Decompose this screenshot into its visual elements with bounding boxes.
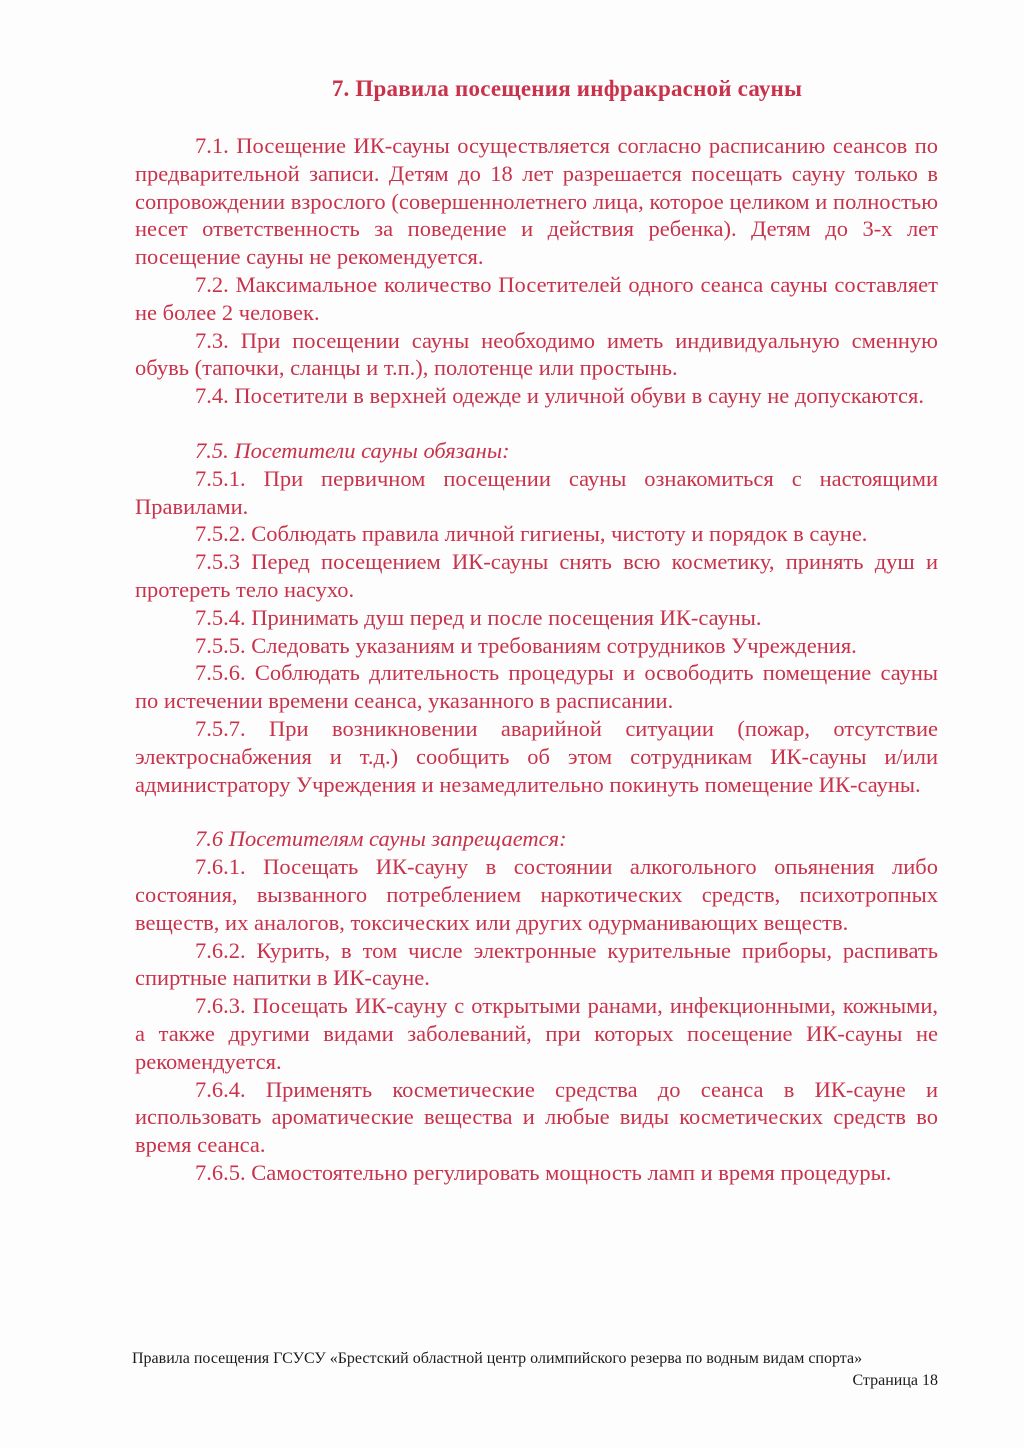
section-title: 7. Правила посещения инфракрасной сауны (331, 76, 803, 101)
footer-page-number: Страница 18 (852, 1372, 938, 1389)
paragraph-7-4: 7.4. Посетители в верхней одежде и уличной обуви в сауну не допускаются. (195, 383, 924, 409)
paragraph-7-5-5: 7.5.5. Следовать указаниям и требованиям сотрудников Учреждения. (195, 632, 857, 658)
paragraph-7-6-5: 7.6.5. Самостоятельно регулировать мощность ламп и время процедуры. (195, 1159, 892, 1185)
paragraph-7-6-2: 7.6.2. Курить, в том числе электронные курительные приборы, распивать спиртные напитки в ИК-сауне. (135, 937, 938, 991)
paragraph-7-5-6: 7.5.6. Соблюдать длительность процедуры и освободить помещение сауны по истечении времени сеанса, указанного в расписании. (135, 660, 938, 714)
paragraph-7-5-3: 7.5.3 Перед посещением ИК-сауны снять всю косметику, принять душ и протереть тело насухо. (135, 549, 938, 602)
spacer (135, 798, 938, 825)
footer-document-title: Правила посещения ГСУСУ «Брестский областной центр олимпийского резерва по водным видам спорта» (132, 1350, 863, 1367)
paragraph-7-6-1: 7.6.1. Посещать ИК-сауну в состоянии алкогольного опьянения либо состояния, вызванного потреблением наркотических средств, психотропных веществ, их аналогов, токсических или других одурманивающих веществ. (135, 854, 938, 935)
paragraph-7-5-4: 7.5.4. Принимать душ перед и после посещения ИК-сауны. (195, 604, 762, 630)
paragraph-7-2: 7.2. Максимальное количество Посетителей одного сеанса сауны составляет не более 2 человек. (135, 271, 938, 325)
paragraph-7-6-3: 7.6.3. Посещать ИК-сауну с открытыми ранами, инфекционными, кожными, а также другими видами заболеваний, при которых посещение ИК-сауны не рекомендуется. (135, 993, 938, 1074)
section-body (135, 132, 938, 1187)
paragraph-7-3: 7.3. При посещении сауны необходимо иметь индивидуальную сменную обувь (тапочки, сланцы и т.п.), полотенце или простынь. (135, 327, 938, 381)
paragraph-7-5-7: 7.5.7. При возникновении аварийной ситуации (пожар, отсутствие электроснабжения и т.д.) сообщить об этом сотрудникам ИК-сауны и/или администратору Учреждения и незамедлительно покинуть помещение ИК-сауны. (135, 715, 938, 797)
subheading-7-5: 7.5. Посетители сауны обязаны: (195, 437, 510, 463)
subheading-7-6: 7.6 Посетителям сауны запрещается: (195, 826, 567, 852)
spacer (135, 410, 938, 437)
paragraph-7-1: 7.1. Посещение ИК-сауны осуществляется согласно расписанию сеансов по предварительной записи. Детям до 18 лет разрешается посещать сауну только в сопровождении взрослого (совершеннолетнего лица, которое целиком и полностью несет ответственность за поведение и действия ребенка). Детям до 3-х лет посещение сауны не рекомендуется. (135, 133, 938, 270)
paragraph-7-5-1: 7.5.1. При первичном посещении сауны ознакомиться с настоящими Правилами. (135, 465, 938, 519)
paragraph-7-5-2: 7.5.2. Соблюдать правила личной гигиены, чистоту и порядок в сауне. (195, 521, 868, 547)
paragraph-7-6-4: 7.6.4. Применять косметические средства до сеанса в ИК-сауне и использовать ароматические вещества и любые виды косметических средств во время сеанса. (135, 1076, 938, 1158)
